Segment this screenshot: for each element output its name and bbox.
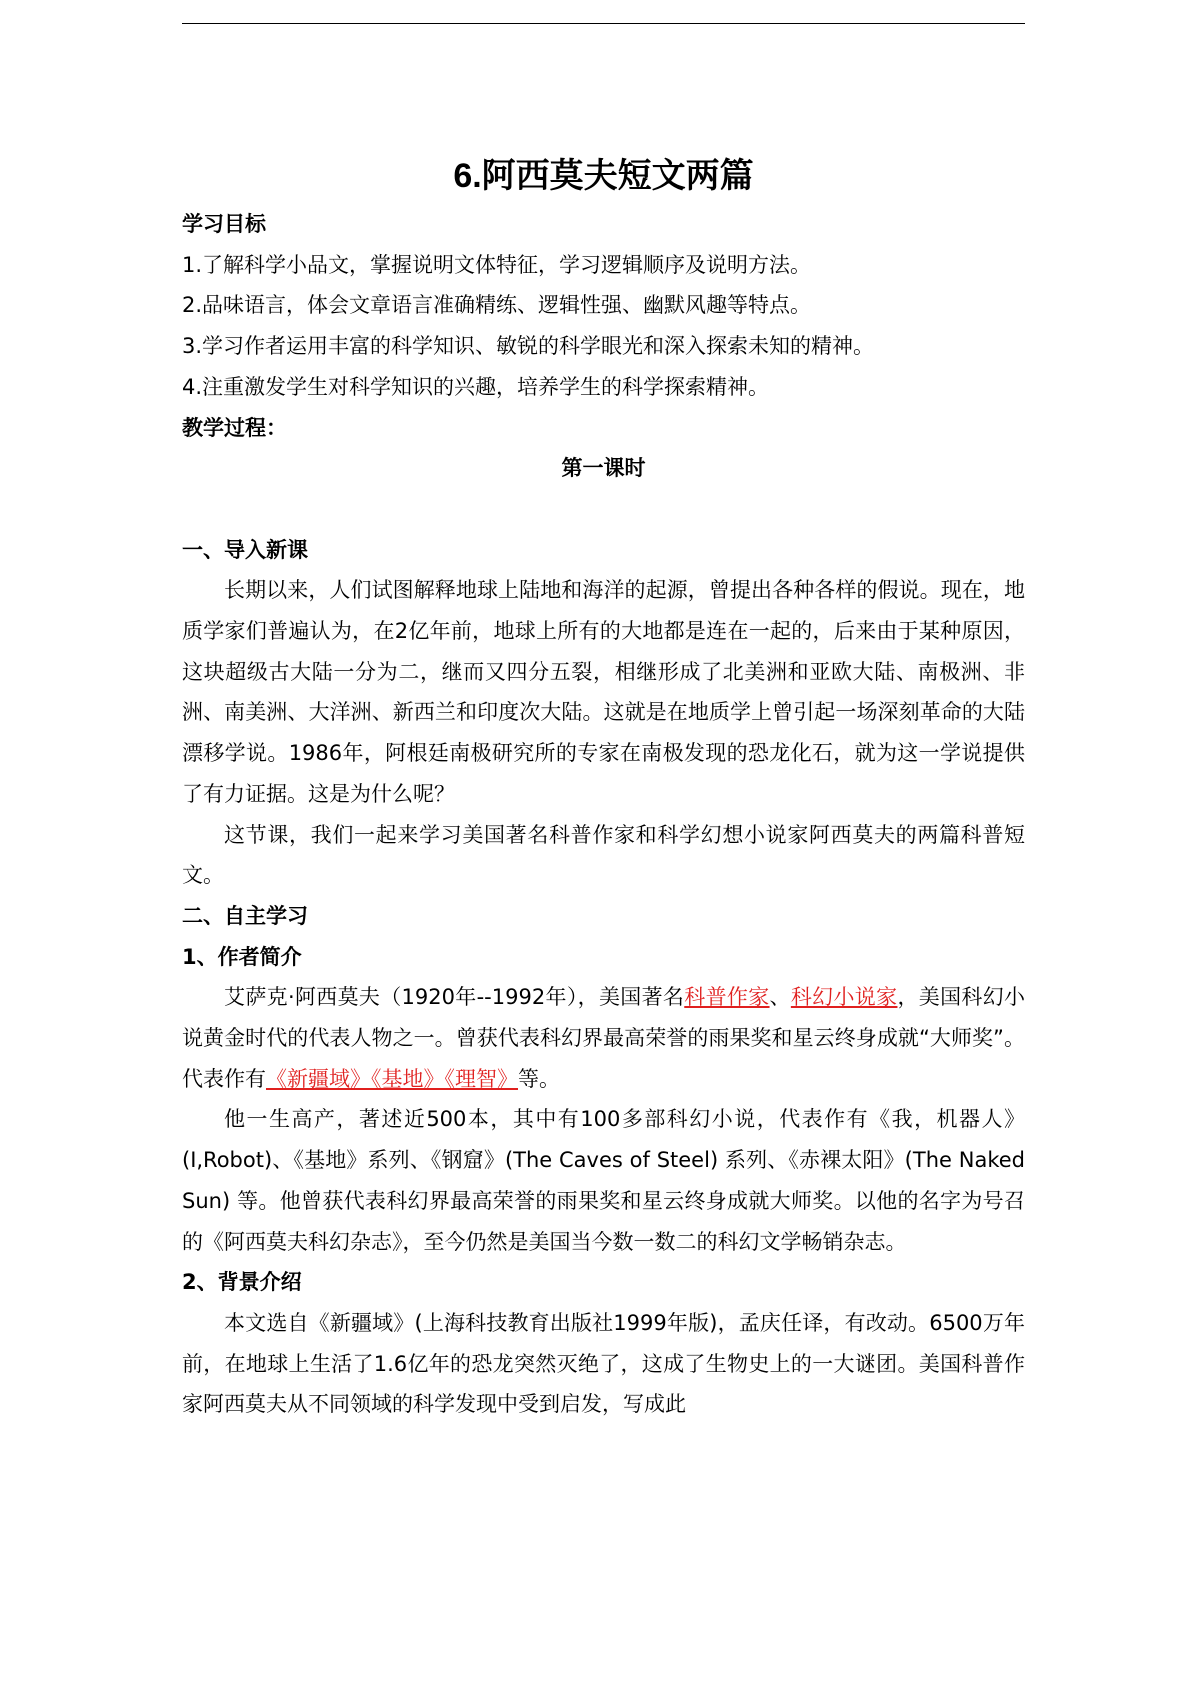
lesson-heading: 第一课时 <box>561 456 646 481</box>
document-body <box>182 150 1025 1425</box>
header-rule <box>182 23 1025 24</box>
link-popular-science-writer[interactable]: 科普作家 <box>684 985 770 1010</box>
page-title: 6.阿西莫夫短文两篇 <box>453 157 754 195</box>
background-heading: 2、背景介绍 <box>182 1270 302 1295</box>
goal-item: 3.学习作者运用丰富的科学知识、敏锐的科学眼光和深入探索未知的精神。 <box>182 334 875 359</box>
author-paragraph-2: 他一生高产，著述近500本，其中有100多部科幻小说，代表作有《我，机器人》(I,Robot)、《基地》系列、《钢窟》(The Caves of Steel) 系列、《赤裸太阳》(The Naked Sun) 等。他曾获代表科幻界最高荣誉的雨果奖和星云终身成就大师奖。以他的名字为号召的《阿西莫夫科幻杂志》，至今仍然是美国当今数一数二的科幻文学畅销杂志。 <box>182 1107 1025 1254</box>
goal-item: 1.了解科学小品文，掌握说明文体特征，学习逻辑顺序及说明方法。 <box>182 252 812 277</box>
goal-item: 2.品味语言，体会文章语言准确精练、逻辑性强、幽默风趣等特点。 <box>182 293 812 318</box>
separator: 、 <box>769 985 791 1010</box>
section-heading-self-study: 二、自主学习 <box>182 903 308 928</box>
goals-heading: 学习目标 <box>182 212 266 236</box>
author-text: 等。 <box>518 1066 560 1091</box>
background-paragraph: 本文选自《新疆域》(上海科技教育出版社1999年版)，孟庆任译，有改动。6500万年前，在地球上生活了1.6亿年的恐龙突然灭绝了，这成了生物史上的一大谜团。美国科普作家阿西莫夫从不同领域的科学发现中受到启发，写成此 <box>182 1310 1025 1417</box>
blank-line <box>182 489 1025 530</box>
link-sci-fi-novelist[interactable]: 科幻小说家 <box>790 985 898 1010</box>
intro-paragraph: 长期以来，人们试图解释地球上陆地和海洋的起源，曾提出各种各样的假说。现在，地质学家们普遍认为，在2亿年前，地球上所有的大地都是连在一起的，后来由于某种原因，这块超级古大陆一分为二，继而又四分五裂，相继形成了北美洲和亚欧大陆、南极洲、非洲、南美洲、大洋洲、新西兰和印度次大陆。这就是在地质学上曾引起一场深刻革命的大陆漂移学说。1986年，阿根廷南极研究所的专家在南极发现的恐龙化石，就为这一学说提供了有力证据。这是为什么呢？ <box>182 578 1025 806</box>
link-representative-works[interactable]: 《新疆域》《基地》《理智》 <box>266 1066 518 1091</box>
author-text: 艾萨克·阿西莫夫（1920年--1992年），美国著名 <box>224 985 685 1010</box>
goal-item: 4.注重激发学生对科学知识的兴趣，培养学生的科学探索精神。 <box>182 374 770 399</box>
author-paragraph <box>182 977 1025 1099</box>
author-heading: 1、作者简介 <box>182 944 302 969</box>
process-heading: 教学过程： <box>182 415 287 440</box>
section-heading-intro: 一、导入新课 <box>182 537 308 562</box>
intro-paragraph-2: 这节课，我们一起来学习美国著名科普作家和科学幻想小说家阿西莫夫的两篇科普短文。 <box>182 822 1025 888</box>
author-text: ，美国科幻小说黄金时代的代表人物之一。曾获代表科幻界最高荣誉的雨果奖和星云终身成就“大师奖”。代表作有 <box>182 985 1026 1091</box>
